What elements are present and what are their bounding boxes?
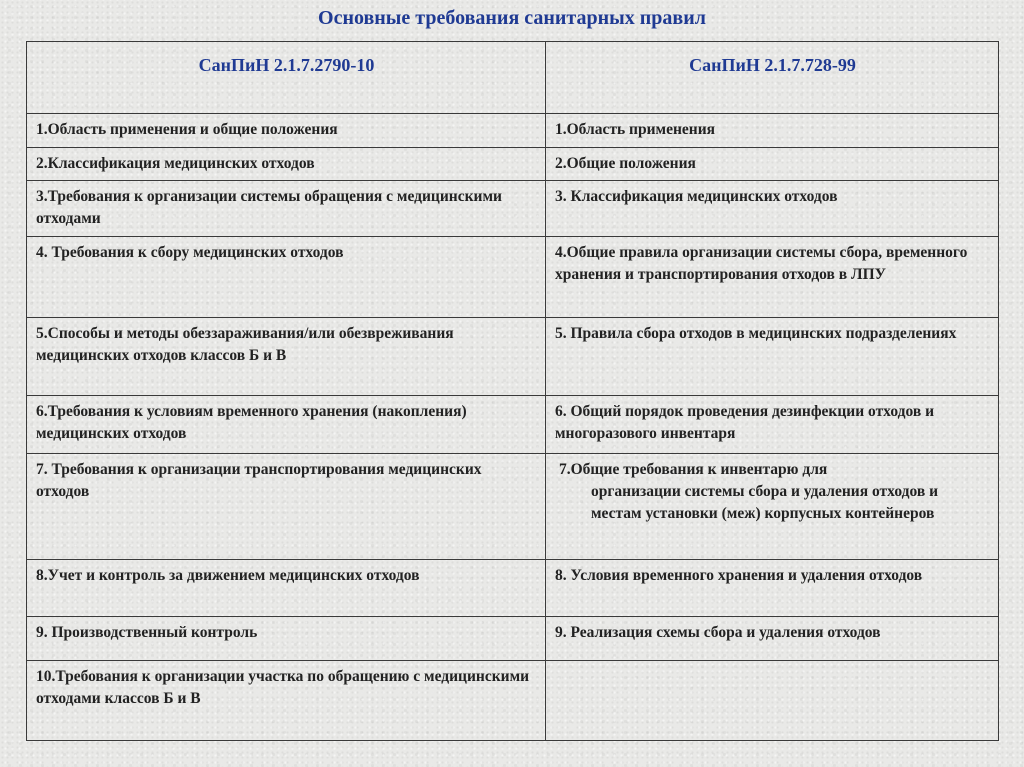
table-row bbox=[27, 148, 999, 181]
left-cell-highlighted: 10.Требования к организации участка по обращению с медицинскими отходами классов Б и В bbox=[27, 661, 546, 741]
left-cell: 3.Требования к организации системы обращения с медицинскими отходами bbox=[27, 181, 546, 237]
left-cell: 1.Область применения и общие положения bbox=[27, 114, 546, 148]
left-cell: 4. Требования к сбору медицинских отходов bbox=[27, 237, 546, 318]
right-cell: 4.Общие правила организации системы сбора, временного хранения и транспортирования отходов в ЛПУ bbox=[546, 237, 999, 318]
left-cell-highlighted: 5.Способы и методы обеззараживания/или обезвреживания медицинских отходов классов Б и В bbox=[27, 318, 546, 396]
left-cell-highlighted: 9. Производственный контроль bbox=[27, 617, 546, 661]
header-sanpin-728-99: СанПиН 2.1.7.728-99 bbox=[546, 42, 999, 114]
right-cell: 3. Классификация медицинских отходов bbox=[546, 181, 999, 237]
table-row bbox=[27, 454, 999, 560]
table-row bbox=[27, 318, 999, 396]
header-sanpin-2790-10: СанПиН 2.1.7.2790-10 bbox=[27, 42, 546, 114]
right-cell: 8. Условия временного хранения и удаления отходов bbox=[546, 560, 999, 617]
right-cell: 2.Общие положения bbox=[546, 148, 999, 181]
right-cell-empty bbox=[546, 661, 999, 741]
requirements-table bbox=[26, 41, 999, 741]
table-row bbox=[27, 617, 999, 661]
table-row bbox=[27, 661, 999, 741]
right-cell: 6. Общий порядок проведения дезинфекции отходов и многоразового инвентаря bbox=[546, 396, 999, 454]
right-cell: 1.Область применения bbox=[546, 114, 999, 148]
right-cell: 9. Реализация схемы сбора и удаления отходов bbox=[546, 617, 999, 661]
table-row bbox=[27, 237, 999, 318]
right-cell: 5. Правила сбора отходов в медицинских подразделениях bbox=[546, 318, 999, 396]
left-cell: 2.Классификация медицинских отходов bbox=[27, 148, 546, 181]
table-row bbox=[27, 560, 999, 617]
right-cell-continuation: организации системы сбора и удаления отходов и местам установки (меж) корпусных контейнеров bbox=[591, 483, 939, 522]
table-row bbox=[27, 396, 999, 454]
left-cell-highlighted: 8.Учет и контроль за движением медицинских отходов bbox=[27, 560, 546, 617]
right-cell-first-line: 7.Общие требования к инвентарю для bbox=[559, 461, 828, 478]
table-header-row bbox=[27, 42, 999, 114]
table-row bbox=[27, 114, 999, 148]
right-cell bbox=[546, 454, 999, 560]
left-cell: 6.Требования к условиям временного хранения (накопления) медицинских отходов bbox=[27, 396, 546, 454]
page-title: Основные требования санитарных правил bbox=[318, 7, 706, 29]
left-cell: 7. Требования к организации транспортирования медицинских отходов bbox=[27, 454, 546, 560]
table-row bbox=[27, 181, 999, 237]
